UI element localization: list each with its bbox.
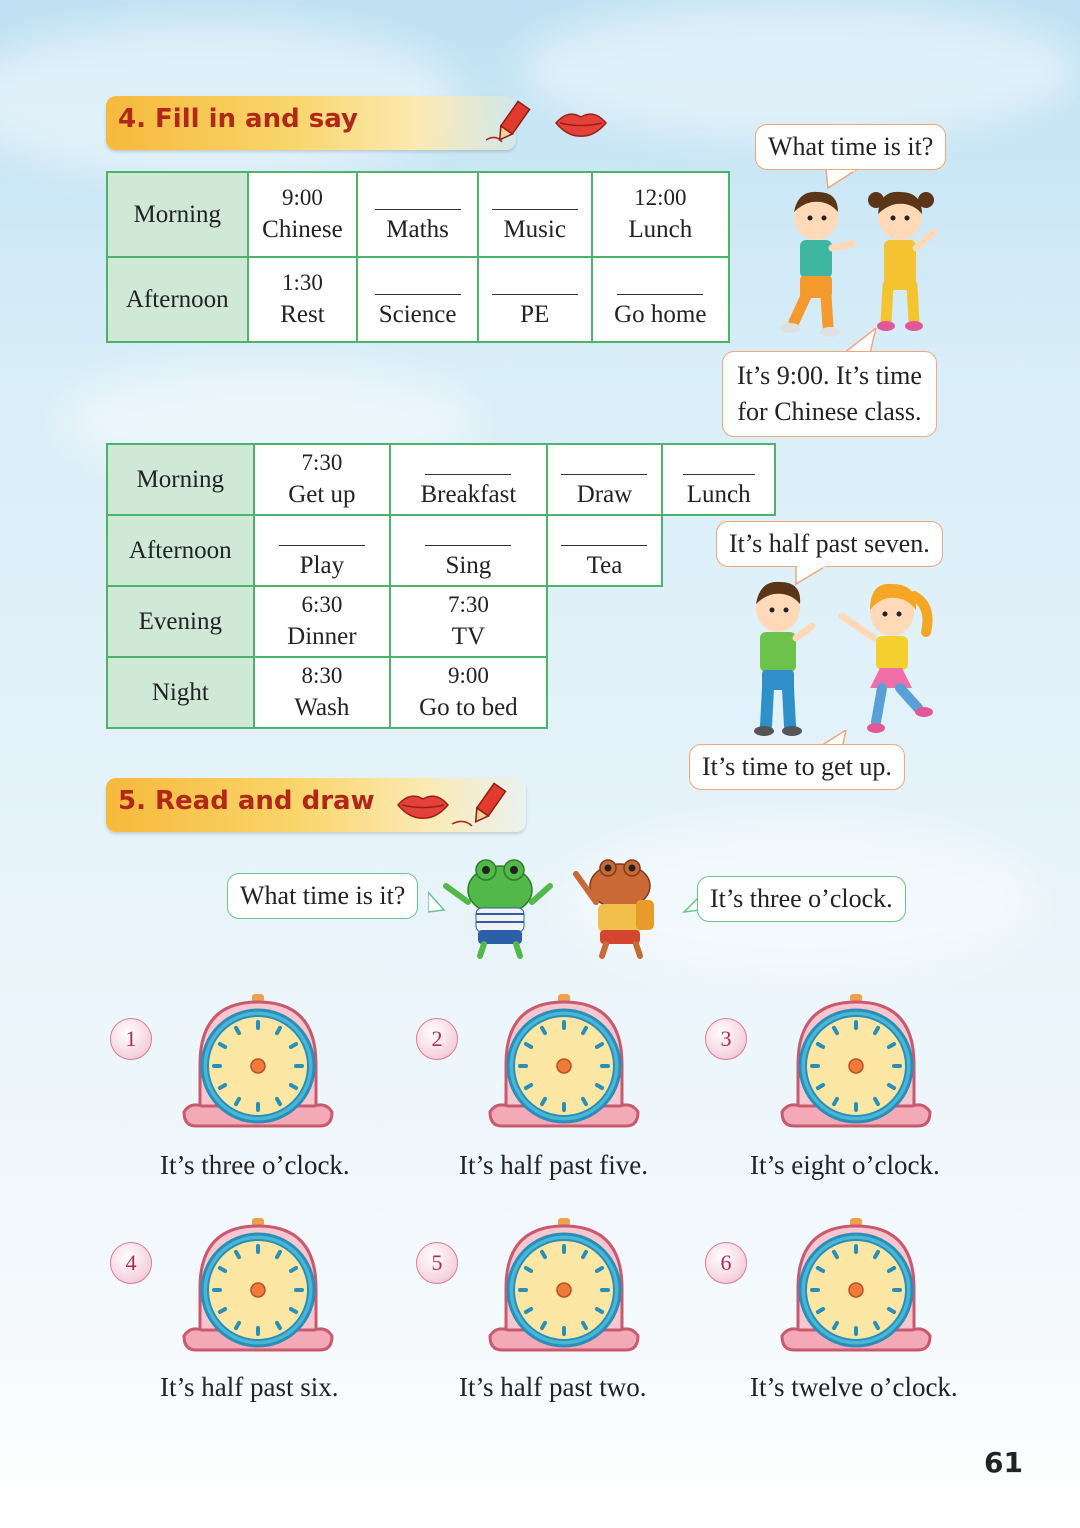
lips-icon [396,790,450,820]
table-cell [390,657,546,728]
blank-time-field[interactable] [479,268,591,298]
clock-number-badge: 5 [416,1242,458,1284]
table-cell[interactable] [592,257,729,342]
table-row [107,586,775,657]
cell-activity: Go home [614,300,707,328]
cell-time: 12:00 [634,184,687,210]
kids-illustration [772,186,952,342]
bubble-text: What time is it? [768,132,934,161]
blank-time-field[interactable] [479,183,591,213]
cell-activity: Play [299,551,345,579]
cell-activity: Lunch [628,215,693,243]
table-row [107,657,775,728]
cell-activity: Sing [445,551,492,579]
cell-time: 9:00 [447,662,489,688]
table-cell[interactable] [357,257,478,342]
blank-time-field[interactable] [548,448,662,478]
clock-face[interactable] [778,1218,938,1364]
clock-caption: It’s half past two. [459,1372,647,1402]
section4-title: 4. Fill in and say [118,104,358,134]
row-label: Evening [107,586,254,657]
row-label: Night [107,657,254,728]
cell-activity: Get up [288,480,356,508]
cell-time: 7:30 [447,591,489,617]
blank-time-field[interactable] [593,268,728,298]
cell-activity: PE [520,300,550,328]
section4-header [106,96,516,150]
table-cell[interactable] [662,444,775,515]
clock-caption: It’s eight o’clock. [750,1150,940,1180]
clock-number-badge: 2 [416,1018,458,1060]
cell-activity: Science [378,300,457,328]
table-cell [248,257,358,342]
clock-caption: It’s half past five. [459,1150,648,1180]
clock-face[interactable] [180,1218,340,1364]
cell-time: 6:30 [301,591,343,617]
table-cell [390,586,546,657]
table-cell [592,172,729,257]
table-cell[interactable] [478,172,592,257]
cell-time: 1:30 [281,269,323,295]
speech-bubble-get-up [689,744,905,790]
table-cell [254,657,391,728]
table-cell[interactable] [254,515,391,586]
table-cell[interactable] [547,515,663,586]
pencil-icon [482,100,542,148]
speech-bubble-half-past [716,521,943,567]
cell-activity: Draw [576,480,633,508]
schedule-table-2 [106,443,776,729]
blank-time-field[interactable] [358,183,477,213]
table-cell[interactable] [547,444,663,515]
blank-time-field[interactable] [391,448,545,478]
clock-face[interactable] [486,1218,646,1364]
table-cell[interactable] [390,515,546,586]
row-label: Afternoon [107,515,254,586]
speech-bubble-answer-2 [697,876,906,922]
clock-number-badge: 4 [110,1242,152,1284]
bubble-text: What time is it? [240,881,406,910]
clock-face[interactable] [180,994,340,1140]
table-cell [248,172,358,257]
schedule-table-1 [106,171,730,343]
cell-activity: Go to bed [419,693,518,721]
table-row [107,444,775,515]
row-label: Morning [107,172,248,257]
cell-activity: Music [503,215,566,243]
section5-title: 5. Read and draw [118,786,375,816]
cell-time: 7:30 [301,449,343,475]
blank-time-field[interactable] [548,519,662,549]
speech-bubble-question-2 [227,873,418,919]
bubble-text: It’s time to get up. [702,752,892,781]
clock-caption: It’s twelve o’clock. [750,1372,958,1402]
table-row [107,257,729,342]
bubble-text: It’s 9:00. It’s time [737,361,922,390]
bubble-text: It’s three o’clock. [710,884,893,913]
bubble-text: for Chinese class. [737,397,922,426]
cell-activity: Lunch [686,480,751,508]
clock-number-badge: 3 [705,1018,747,1060]
page-number: 61 [984,1446,1023,1479]
blank-time-field[interactable] [391,519,545,549]
lips-icon [554,108,608,138]
pencil-icon [448,782,518,832]
table-row [107,515,775,586]
table-cell[interactable] [357,172,478,257]
clock-caption: It’s half past six. [160,1372,339,1402]
table-cell [254,444,391,515]
clock-face[interactable] [778,994,938,1140]
clock-caption: It’s three o’clock. [160,1150,350,1180]
table-cell[interactable] [478,257,592,342]
table-row [107,172,729,257]
clock-face[interactable] [486,994,646,1140]
cell-activity: Maths [386,215,449,243]
cell-activity: Chinese [262,215,343,243]
row-label: Afternoon [107,257,248,342]
clock-number-badge: 6 [705,1242,747,1284]
bubble-text: It’s half past seven. [729,529,930,558]
speech-bubble-question [755,124,946,170]
speech-bubble-answer [722,351,937,437]
cell-activity: TV [451,622,486,650]
empty-cell [547,657,663,728]
frog-and-toad-illustration [440,852,670,962]
cell-activity: Wash [294,693,350,721]
cell-activity: Dinner [287,622,357,650]
cell-time: 9:00 [281,184,323,210]
blank-time-field[interactable] [255,519,390,549]
clock-number-badge: 1 [110,1018,152,1060]
empty-cell [547,586,663,657]
cell-time: 8:30 [301,662,343,688]
cell-activity: Tea [586,551,623,579]
blank-time-field[interactable] [358,268,477,298]
table-cell [254,586,391,657]
row-label: Morning [107,444,254,515]
cell-activity: Rest [280,300,325,328]
kids-illustration [742,576,942,744]
table-cell[interactable] [390,444,546,515]
blank-time-field[interactable] [663,448,774,478]
section5-header [106,778,526,832]
cell-activity: Breakfast [420,480,517,508]
